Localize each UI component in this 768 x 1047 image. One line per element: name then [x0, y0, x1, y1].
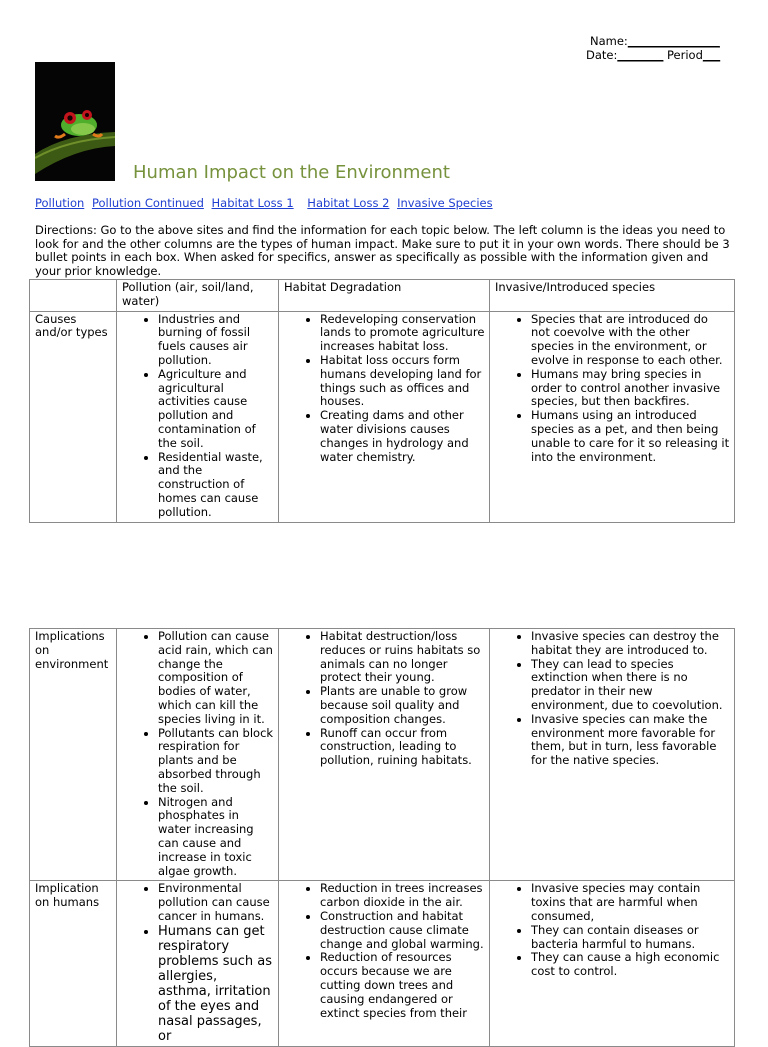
link-invasive-species[interactable]: Invasive Species	[397, 196, 493, 210]
list-item: • Humans may bring species in order to control another invasive species, but then backfires.	[531, 368, 730, 409]
list-item: • Runoff can occur from construction, leading to pollution, ruining habitats.	[320, 727, 485, 768]
list-item: • Invasive species can make the environment more favorable for them, but in turn, less favorable for the native species.	[531, 713, 730, 768]
student-info-header	[586, 34, 736, 62]
list-item: • Creating dams and other water divisions causes changes in hydrology and water chemistry.	[320, 409, 485, 464]
list-item: • They can lead to species extinction when there is no predator in their new environment, due to coevolution.	[531, 658, 730, 713]
cell-environment-invasive	[490, 629, 735, 881]
date-blank: ________	[617, 48, 664, 62]
list-item: • Nitrogen and phosphates in water increasing can cause and increase in toxic algae growth.	[158, 796, 274, 879]
period-label: Period	[667, 48, 703, 62]
tree-frog-image	[35, 62, 115, 181]
directions-text: Directions: Go to the above sites and find the information for each topic below. The left column is the ideas you need to look for and the other columns are the types of human impact. Make sure to put it in your own words. There should be 3 bullet points in each box. When asked for specifics, answer as specifically as possible with the information given and your prior knowledge.	[35, 223, 730, 278]
list-item: • Invasive species can destroy the habitat they are introduced to.	[531, 630, 730, 658]
list-item: • Reduction of resources occurs because we are cutting down trees and causing endangered or extinct species from their	[320, 951, 485, 1020]
header-cell-invasive: Invasive/Introduced species	[490, 280, 735, 312]
list-item: • Reduction in trees increases carbon dioxide in the air.	[320, 882, 485, 910]
row-label-causes: Causes and/or types	[30, 311, 117, 522]
name-blank: ________________	[627, 34, 720, 48]
list-item: • Habitat loss occurs form humans developing land for things such as offices and houses.	[320, 354, 485, 409]
list-item: • Habitat destruction/loss reduces or ruins habitats so animals can no longer protect their young.	[320, 630, 485, 685]
link-pollution[interactable]: Pollution	[35, 196, 85, 210]
tree-frog-illustration	[35, 62, 115, 181]
link-habitat-loss-2[interactable]: Habitat Loss 2	[307, 196, 390, 210]
row-label-humans: Implication on humans	[30, 881, 117, 1046]
cell-humans-habitat	[279, 881, 490, 1046]
list-item: • They can cause a high economic cost to control.	[531, 951, 730, 979]
list-item: • Plants are unable to grow because soil quality and composition changes.	[320, 685, 485, 726]
header-cell-empty	[30, 280, 117, 312]
list-item: • Environmental pollution can cause cancer in humans.	[158, 882, 274, 923]
cell-causes-pollution	[117, 311, 279, 522]
list-item: • Humans using an introduced species as a pet, and then being unable to care for it so releasing it into the environment.	[531, 409, 730, 464]
name-label: Name:	[590, 34, 628, 48]
cell-causes-habitat	[279, 311, 490, 522]
cell-humans-invasive	[490, 881, 735, 1046]
list-item: • Residential waste, and the construction of homes can cause pollution.	[158, 451, 274, 520]
header-cell-pollution: Pollution (air, soil/land, water)	[117, 280, 279, 312]
list-item: • Agriculture and agricultural activities cause pollution and contamination of the soil.	[158, 368, 274, 451]
table-header-row	[30, 280, 735, 312]
table-row	[30, 881, 735, 1046]
name-line	[586, 34, 736, 48]
cell-causes-invasive	[490, 311, 735, 522]
list-item: • Humans can get respiratory problems such as allergies, asthma, irritation of the eyes and nasal passages, or	[158, 924, 274, 1044]
resource-links	[35, 197, 497, 211]
date-period-line	[586, 48, 736, 62]
human-impact-table-part-1	[29, 279, 735, 523]
list-item: • Pollution can cause acid rain, which can change the composition of bodies of water, which can kill the species living in it.	[158, 630, 274, 727]
period-blank: ___	[702, 48, 721, 62]
list-item: • Redeveloping conservation lands to promote agriculture increases habitat loss.	[320, 313, 485, 354]
table-row	[30, 629, 735, 881]
list-item: • Industries and burning of fossil fuels causes air pollution.	[158, 313, 274, 368]
list-item: • Pollutants can block respiration for plants and be absorbed through the soil.	[158, 727, 274, 796]
cell-environment-pollution	[117, 629, 279, 881]
list-item: • They can contain diseases or bacteria harmful to humans.	[531, 924, 730, 952]
row-label-environment: Implications on environment	[30, 629, 117, 881]
list-item: • Construction and habitat destruction cause climate change and global warming.	[320, 910, 485, 951]
link-pollution-continued[interactable]: Pollution Continued	[91, 196, 204, 210]
page-title: Human Impact on the Environment	[133, 162, 450, 183]
date-label: Date:	[586, 48, 618, 62]
header-cell-habitat: Habitat Degradation	[279, 280, 490, 312]
cell-humans-pollution	[117, 881, 279, 1046]
table-row	[30, 311, 735, 522]
cell-environment-habitat	[279, 629, 490, 881]
human-impact-table-part-2	[29, 628, 735, 1047]
link-habitat-loss-1[interactable]: Habitat Loss 1	[211, 196, 294, 210]
list-item: • Species that are introduced do not coevolve with the other species in the environment, or evolve in response to each other.	[531, 313, 730, 368]
list-item: • Invasive species may contain toxins that are harmful when consumed,	[531, 882, 730, 923]
